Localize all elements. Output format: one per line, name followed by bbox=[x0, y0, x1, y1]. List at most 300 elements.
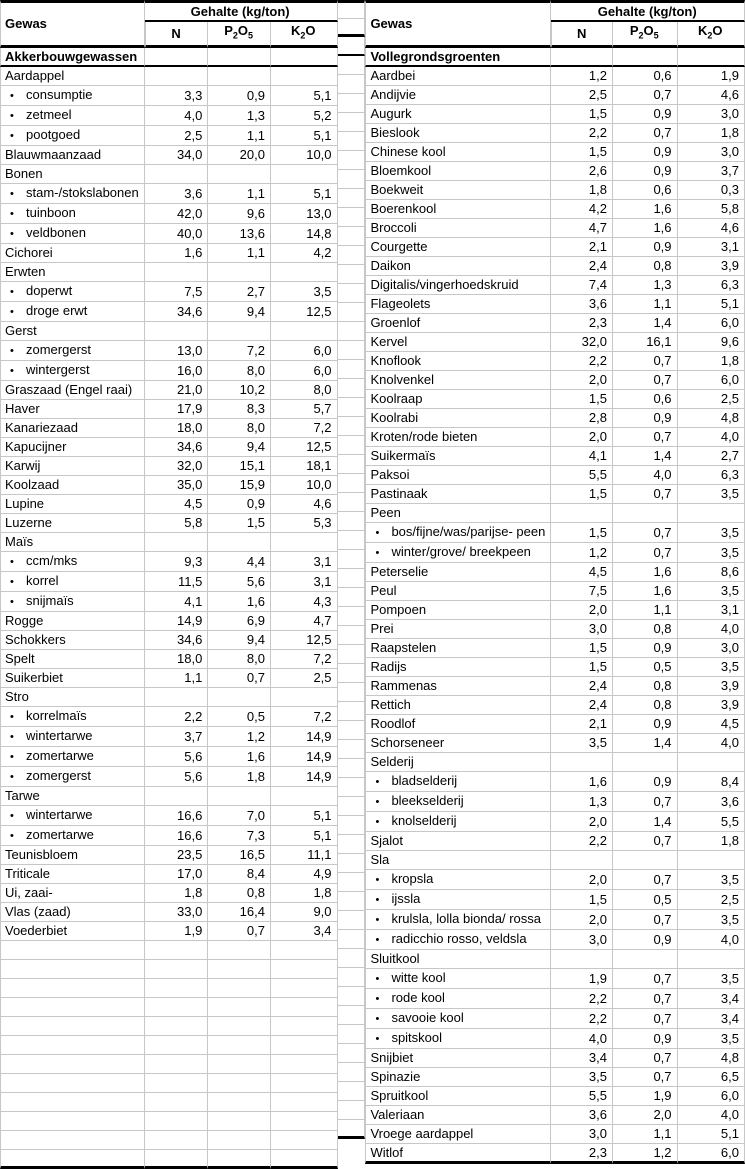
value-cell: 4,9 bbox=[271, 865, 338, 884]
value-cell: 0,7 bbox=[613, 870, 678, 890]
spacer-cell bbox=[338, 987, 366, 1006]
value-cell: 7,2 bbox=[271, 650, 338, 669]
akkerbouw-table-row bbox=[0, 476, 338, 495]
value-cell: 0,9 bbox=[613, 238, 678, 257]
spacer-cell bbox=[338, 835, 366, 854]
spacer-row bbox=[338, 664, 366, 683]
crop-name-label: Rogge bbox=[5, 613, 44, 629]
value-cell: 1,3 bbox=[208, 106, 271, 126]
akkerbouw-table-row bbox=[0, 1150, 338, 1169]
crop-name-label: Paksoi bbox=[370, 467, 410, 483]
value-cell bbox=[145, 1112, 209, 1131]
value-cell bbox=[271, 787, 338, 806]
crop-name-label: Ui, zaai- bbox=[5, 885, 53, 901]
crop-name-cell bbox=[365, 485, 551, 504]
gewas-column-header: Gewas bbox=[365, 0, 551, 48]
crop-name-label: Bieslook bbox=[370, 125, 420, 141]
value-cell: 3,6 bbox=[145, 184, 209, 204]
value-cell: 23,5 bbox=[145, 846, 209, 865]
spacer-row bbox=[338, 702, 366, 721]
value-cell bbox=[208, 67, 271, 86]
spacer-row bbox=[338, 569, 366, 588]
value-cell: 8,0 bbox=[208, 419, 271, 438]
value-cell: 9,4 bbox=[208, 631, 271, 650]
akkerbouw-table-row bbox=[0, 806, 338, 826]
value-cell: 3,3 bbox=[145, 86, 209, 106]
vollegrond-table-row bbox=[365, 601, 745, 620]
crop-name-label: Radijs bbox=[370, 659, 407, 675]
spacer-cell bbox=[338, 531, 366, 550]
value-cell bbox=[145, 1093, 209, 1112]
value-cell bbox=[271, 941, 338, 960]
value-cell bbox=[145, 979, 209, 998]
crop-name-cell bbox=[365, 1125, 551, 1144]
crop-name-label: Groenlof bbox=[370, 315, 421, 331]
crop-name-label: Rammenas bbox=[370, 678, 437, 694]
crop-name-cell bbox=[0, 1131, 145, 1150]
crop-name-label: consumptie bbox=[26, 86, 93, 102]
value-cell: 0,6 bbox=[613, 390, 678, 409]
value-cell: 2,6 bbox=[551, 162, 613, 181]
value-cell: 2,4 bbox=[551, 696, 613, 715]
value-cell: 5,6 bbox=[145, 747, 209, 767]
bullet-icon: • bbox=[10, 710, 14, 723]
value-cell: 3,7 bbox=[145, 727, 209, 747]
crop-name-cell bbox=[365, 409, 551, 428]
crop-name-cell bbox=[365, 543, 551, 563]
crop-name-label: Chinese kool bbox=[370, 144, 446, 160]
value-cell bbox=[145, 1017, 209, 1036]
value-cell bbox=[613, 504, 678, 523]
spacer-cell bbox=[338, 208, 366, 227]
value-cell bbox=[208, 979, 271, 998]
value-cell: 1,1 bbox=[613, 601, 678, 620]
crop-name-cell bbox=[365, 812, 551, 832]
value-cell: 7,2 bbox=[271, 707, 338, 727]
value-cell: 1,1 bbox=[613, 1125, 678, 1144]
vollegrond-table-row bbox=[365, 333, 745, 352]
crop-name-cell bbox=[0, 1093, 145, 1112]
crop-name-cell bbox=[365, 753, 551, 772]
crop-name-cell bbox=[365, 124, 551, 143]
value-cell: 0,7 bbox=[613, 1068, 678, 1087]
spacer-row bbox=[338, 493, 366, 512]
spacer-cell bbox=[338, 1082, 366, 1101]
value-cell: 4,4 bbox=[208, 552, 271, 572]
crop-name-label: Karwij bbox=[5, 458, 41, 474]
crop-name-cell bbox=[365, 86, 551, 105]
spacer-cell bbox=[338, 284, 366, 303]
value-cell: 1,8 bbox=[271, 884, 338, 903]
bullet-icon: • bbox=[375, 893, 380, 906]
value-cell bbox=[208, 322, 271, 341]
col-header-n: N bbox=[551, 22, 613, 48]
spacer-row bbox=[338, 1120, 366, 1139]
akkerbouw-table-row bbox=[0, 922, 338, 941]
vollegrond-table-row bbox=[365, 124, 745, 143]
value-cell bbox=[145, 787, 209, 806]
value-cell bbox=[145, 1036, 209, 1055]
vollegrond-table-row bbox=[365, 504, 745, 523]
vollegrond-table-row bbox=[365, 485, 745, 504]
value-cell: 0,7 bbox=[613, 1049, 678, 1068]
value-cell: 1,3 bbox=[613, 276, 678, 295]
crop-name-cell bbox=[365, 143, 551, 162]
crop-name-label: korrel bbox=[26, 572, 59, 588]
crop-name-label: Graszaad (Engel raai) bbox=[5, 382, 133, 398]
value-cell: 15,1 bbox=[208, 457, 271, 476]
bullet-icon: • bbox=[10, 285, 14, 298]
akkerbouw-table-row bbox=[0, 184, 338, 204]
vollegrond-table-row bbox=[365, 295, 745, 314]
value-cell: 0,9 bbox=[613, 639, 678, 658]
spacer-cell bbox=[338, 626, 366, 645]
vollegrond-table-row bbox=[365, 1144, 745, 1164]
crop-name-label: Vroege aardappel bbox=[370, 1126, 474, 1142]
vollegrond-table-row bbox=[365, 162, 745, 181]
vollegrond-table-row bbox=[365, 582, 745, 601]
value-cell: 1,5 bbox=[551, 523, 613, 543]
vollegrond-table-row bbox=[365, 851, 745, 870]
value-cell: 5,1 bbox=[271, 826, 338, 846]
vollegrond-table-row bbox=[365, 910, 745, 930]
crop-name-cell bbox=[365, 563, 551, 582]
spacer-row bbox=[338, 645, 366, 664]
crop-name-cell bbox=[365, 851, 551, 870]
bullet-icon: • bbox=[10, 829, 14, 842]
crop-name-label: Selderij bbox=[370, 754, 414, 770]
vollegrond-table-row bbox=[365, 677, 745, 696]
crop-name-cell bbox=[0, 707, 145, 727]
spacer-row bbox=[338, 151, 366, 170]
crop-name-cell bbox=[0, 612, 145, 631]
crop-name-label: Vlas (zaad) bbox=[5, 904, 71, 920]
akkerbouw-table-row bbox=[0, 1055, 338, 1074]
value-cell: 34,6 bbox=[145, 438, 209, 457]
crop-name-label: Courgette bbox=[370, 239, 428, 255]
spacer-row bbox=[338, 170, 366, 189]
value-cell: 8,6 bbox=[678, 563, 745, 582]
crop-name-label: korrelmaïs bbox=[26, 707, 87, 723]
value-cell bbox=[613, 851, 678, 870]
spacer-row bbox=[338, 1101, 366, 1120]
value-cell bbox=[145, 67, 209, 86]
akkerbouw-table-row bbox=[0, 998, 338, 1017]
crop-name-label: Kervel bbox=[370, 334, 408, 350]
crop-name-label: Stro bbox=[5, 689, 29, 705]
value-cell: 0,7 bbox=[613, 832, 678, 851]
col-header-k2o: $K_2O$ bbox=[678, 22, 745, 48]
spacer-cell bbox=[338, 189, 366, 208]
crop-name-label: ijssla bbox=[391, 890, 421, 906]
crop-name-label: snijmaïs bbox=[26, 592, 74, 608]
spacer-cell bbox=[338, 455, 366, 474]
crop-name-cell bbox=[365, 870, 551, 890]
value-cell: 6,0 bbox=[271, 341, 338, 361]
value-cell: 10,0 bbox=[271, 476, 338, 495]
value-cell: 2,1 bbox=[551, 238, 613, 257]
value-cell bbox=[678, 851, 745, 870]
spacer-cell bbox=[338, 1006, 366, 1025]
akkerbouw-table-row bbox=[0, 612, 338, 631]
crop-name-cell bbox=[0, 1017, 145, 1036]
value-cell bbox=[145, 322, 209, 341]
crop-name-cell bbox=[365, 989, 551, 1009]
crop-name-cell bbox=[365, 1106, 551, 1125]
value-cell: 9,0 bbox=[271, 903, 338, 922]
crop-name-label: Lupine bbox=[5, 496, 45, 512]
vollegrond-table-body bbox=[365, 67, 745, 1164]
crop-name-cell bbox=[365, 832, 551, 851]
crop-name-cell bbox=[0, 400, 145, 419]
value-cell bbox=[208, 1017, 271, 1036]
value-cell: 0,7 bbox=[613, 485, 678, 504]
crop-name-cell bbox=[0, 1150, 145, 1169]
value-cell: 32,0 bbox=[145, 457, 209, 476]
vollegrond-table-row bbox=[365, 950, 745, 969]
akkerbouw-table-row bbox=[0, 244, 338, 263]
value-cell: 16,0 bbox=[145, 361, 209, 381]
bullet-icon: • bbox=[10, 227, 14, 240]
spacer-row bbox=[338, 474, 366, 493]
value-cell bbox=[208, 1131, 271, 1150]
empty-cell bbox=[208, 48, 271, 67]
crop-name-label: Peen bbox=[370, 505, 401, 521]
value-cell: 0,7 bbox=[613, 352, 678, 371]
vollegrond-table-row bbox=[365, 143, 745, 162]
crop-name-label: krulsla, lolla bionda/ rossa bbox=[391, 910, 542, 926]
crop-name-label: Boekweit bbox=[370, 182, 424, 198]
spacer-row bbox=[338, 968, 366, 987]
bullet-icon: • bbox=[10, 89, 14, 102]
value-cell: 3,5 bbox=[678, 658, 745, 677]
value-cell: 5,1 bbox=[271, 126, 338, 146]
akkerbouw-table-row bbox=[0, 826, 338, 846]
crop-name-label: wintertarwe bbox=[26, 727, 93, 743]
value-cell: 6,3 bbox=[678, 466, 745, 485]
value-cell: 13,0 bbox=[145, 341, 209, 361]
spacer-cell bbox=[338, 816, 366, 835]
value-cell: 0,7 bbox=[613, 543, 678, 563]
value-cell: 1,5 bbox=[551, 390, 613, 409]
crop-name-cell bbox=[365, 582, 551, 601]
crop-name-cell bbox=[0, 146, 145, 165]
value-cell: 9,6 bbox=[208, 204, 271, 224]
vollegrond-table-row bbox=[365, 772, 745, 792]
akkerbouw-table-row bbox=[0, 438, 338, 457]
crop-name-cell bbox=[0, 865, 145, 884]
akkerbouw-table-row bbox=[0, 979, 338, 998]
crop-name-label: tuinboon bbox=[26, 204, 76, 220]
akkerbouw-table-row bbox=[0, 495, 338, 514]
vollegrond-table-row bbox=[365, 1106, 745, 1125]
crop-name-label: veldbonen bbox=[26, 224, 86, 240]
crop-name-label: Flageolets bbox=[370, 296, 431, 312]
empty-cell bbox=[613, 48, 678, 67]
akkerbouw-table-row bbox=[0, 67, 338, 86]
value-cell: 1,6 bbox=[145, 244, 209, 263]
value-cell: 5,1 bbox=[271, 184, 338, 204]
vollegrond-table-row bbox=[365, 67, 745, 86]
spacer-cell bbox=[338, 132, 366, 151]
value-cell: 2,3 bbox=[551, 1144, 613, 1164]
vollegrond-table-row bbox=[365, 181, 745, 200]
value-cell: 12,5 bbox=[271, 631, 338, 650]
crop-name-cell bbox=[365, 1087, 551, 1106]
value-cell: 34,6 bbox=[145, 631, 209, 650]
crop-name-label: zomergerst bbox=[26, 341, 92, 357]
crop-name-label: Haver bbox=[5, 401, 40, 417]
crop-name-cell bbox=[0, 67, 145, 86]
crop-name-cell bbox=[0, 631, 145, 650]
value-cell: 6,9 bbox=[208, 612, 271, 631]
spacer-cell bbox=[338, 930, 366, 949]
crop-name-label: Voederbiet bbox=[5, 923, 68, 939]
spacer-row bbox=[338, 1006, 366, 1025]
crop-name-label: Witlof bbox=[370, 1144, 403, 1160]
spacer-cell bbox=[338, 968, 366, 987]
crop-name-label: Bonen bbox=[5, 166, 43, 182]
crop-name-cell bbox=[0, 998, 145, 1017]
akkerbouw-table-row bbox=[0, 86, 338, 106]
crop-name-cell bbox=[365, 910, 551, 930]
value-cell: 2,0 bbox=[551, 428, 613, 447]
akkerbouw-table-row bbox=[0, 282, 338, 302]
value-cell bbox=[271, 263, 338, 282]
crop-name-label: wintergerst bbox=[26, 361, 90, 377]
crop-name-label: Spruitkool bbox=[370, 1088, 429, 1104]
value-cell: 5,5 bbox=[551, 466, 613, 485]
spacer-cell bbox=[338, 436, 366, 455]
crop-name-label: Spelt bbox=[5, 651, 35, 667]
value-cell: 42,0 bbox=[145, 204, 209, 224]
crop-name-cell bbox=[365, 371, 551, 390]
vollegrond-table-row bbox=[365, 409, 745, 428]
crop-name-label: Broccoli bbox=[370, 220, 417, 236]
value-cell bbox=[271, 1131, 338, 1150]
crop-name-label: doperwt bbox=[26, 282, 73, 298]
crop-name-cell bbox=[0, 495, 145, 514]
value-cell bbox=[145, 688, 209, 707]
value-cell: 1,8 bbox=[678, 352, 745, 371]
value-cell bbox=[271, 688, 338, 707]
value-cell bbox=[551, 753, 613, 772]
spacer-cell bbox=[338, 151, 366, 170]
value-cell bbox=[208, 787, 271, 806]
vollegrond-table-row bbox=[365, 832, 745, 851]
akkerbouw-table-row bbox=[0, 165, 338, 184]
crop-name-cell bbox=[365, 1068, 551, 1087]
spacer-row bbox=[338, 417, 366, 436]
crop-name-cell bbox=[0, 979, 145, 998]
value-cell: 7,4 bbox=[551, 276, 613, 295]
crop-name-label: kropsla bbox=[391, 870, 434, 886]
value-cell: 1,9 bbox=[613, 1087, 678, 1106]
crop-name-label: wintertarwe bbox=[26, 806, 93, 822]
crop-name-cell bbox=[0, 747, 145, 767]
spacer-row bbox=[338, 911, 366, 930]
value-cell: 14,9 bbox=[271, 727, 338, 747]
value-cell: 14,9 bbox=[145, 612, 209, 631]
spacer-row bbox=[338, 246, 366, 265]
value-cell: 2,0 bbox=[551, 910, 613, 930]
value-cell: 6,0 bbox=[678, 1144, 745, 1164]
value-cell: 1,8 bbox=[551, 181, 613, 200]
value-cell: 2,2 bbox=[551, 352, 613, 371]
akkerbouw-table-row bbox=[0, 727, 338, 747]
value-cell: 3,4 bbox=[678, 989, 745, 1009]
value-cell: 1,5 bbox=[551, 658, 613, 677]
value-cell: 12,5 bbox=[271, 438, 338, 457]
value-cell: 9,4 bbox=[208, 302, 271, 322]
crop-name-cell bbox=[365, 658, 551, 677]
value-cell bbox=[551, 504, 613, 523]
spacer-row bbox=[338, 892, 366, 911]
value-cell: 3,5 bbox=[271, 282, 338, 302]
crop-name-cell bbox=[365, 1049, 551, 1068]
spacer-row bbox=[338, 455, 366, 474]
spacer-cell bbox=[338, 1044, 366, 1063]
crop-name-label: winter/grove/ breekpeen bbox=[391, 543, 531, 559]
crop-name-cell bbox=[365, 969, 551, 989]
value-cell: 14,9 bbox=[271, 767, 338, 787]
bullet-icon: • bbox=[10, 187, 14, 200]
crop-name-label: ccm/mks bbox=[26, 552, 78, 568]
crop-name-cell bbox=[0, 381, 145, 400]
value-cell: 0,8 bbox=[613, 620, 678, 639]
bullet-icon: • bbox=[10, 750, 14, 763]
value-cell bbox=[145, 1150, 209, 1169]
vollegrond-table-row bbox=[365, 1029, 745, 1049]
spacer-row bbox=[338, 436, 366, 455]
bullet-icon: • bbox=[375, 775, 380, 788]
crop-name-cell bbox=[365, 772, 551, 792]
value-cell: 1,4 bbox=[613, 812, 678, 832]
spacer-cell bbox=[338, 683, 366, 702]
akkerbouw-table-row bbox=[0, 592, 338, 612]
crop-name-cell bbox=[0, 960, 145, 979]
value-cell: 34,6 bbox=[145, 302, 209, 322]
value-cell: 3,4 bbox=[678, 1009, 745, 1029]
value-cell: 16,1 bbox=[613, 333, 678, 352]
vollegrond-table-row bbox=[365, 257, 745, 276]
crop-name-cell bbox=[365, 428, 551, 447]
value-cell: 5,6 bbox=[145, 767, 209, 787]
value-cell: 4,6 bbox=[271, 495, 338, 514]
value-cell: 0,7 bbox=[613, 124, 678, 143]
value-cell: 3,6 bbox=[551, 295, 613, 314]
value-cell: 0,9 bbox=[613, 715, 678, 734]
crop-name-label: Teunisbloem bbox=[5, 847, 78, 863]
value-cell: 2,2 bbox=[551, 1009, 613, 1029]
empty-cell bbox=[678, 48, 745, 67]
value-cell: 1,5 bbox=[551, 639, 613, 658]
crop-name-label: Gerst bbox=[5, 323, 37, 339]
akkerbouw-table-row bbox=[0, 960, 338, 979]
crop-name-cell bbox=[365, 601, 551, 620]
bullet-icon: • bbox=[375, 1012, 380, 1025]
value-cell: 6,0 bbox=[271, 361, 338, 381]
vollegrond-table-row bbox=[365, 466, 745, 485]
spacer-row bbox=[338, 816, 366, 835]
akkerbouw-table-row bbox=[0, 747, 338, 767]
value-cell: 4,0 bbox=[678, 930, 745, 950]
akkerbouw-table-row bbox=[0, 263, 338, 282]
spacer-cell bbox=[338, 911, 366, 930]
value-cell: 5,8 bbox=[145, 514, 209, 533]
value-cell: 0,9 bbox=[613, 409, 678, 428]
spacer-row bbox=[338, 626, 366, 645]
